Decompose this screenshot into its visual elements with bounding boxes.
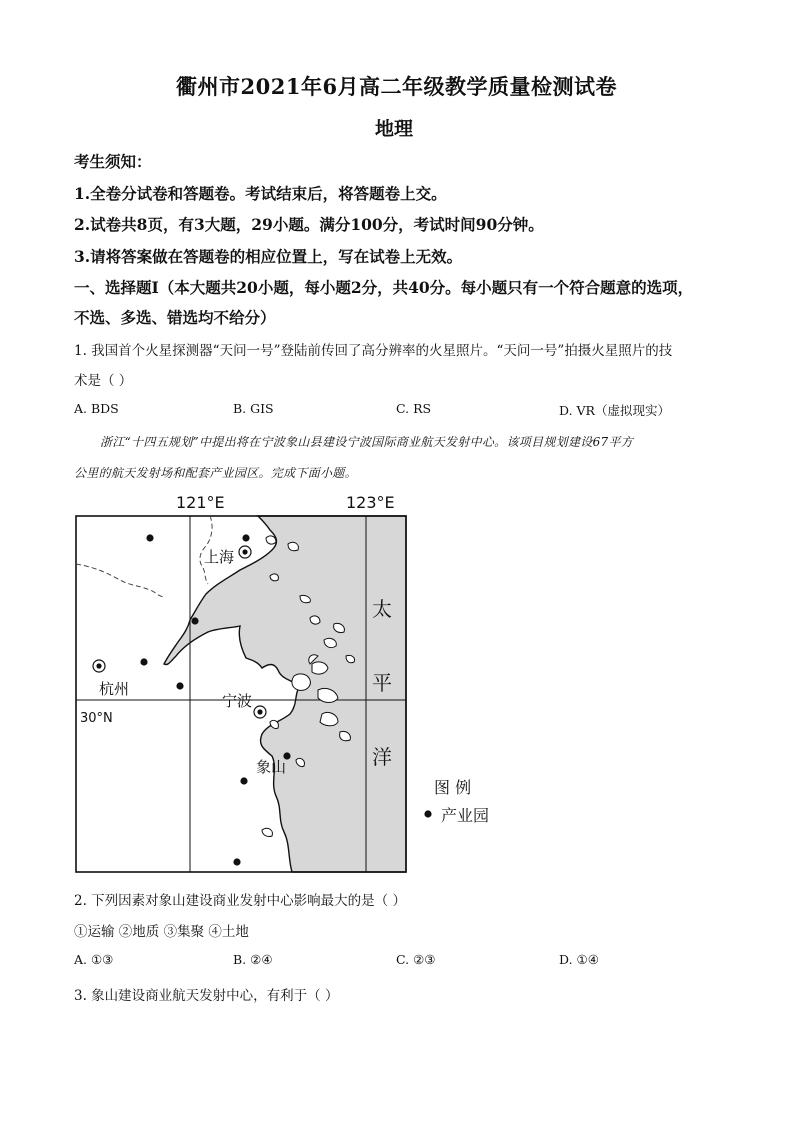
- question-2-factors: ①运输 ②地质 ③集聚 ④土地: [74, 924, 249, 940]
- subject-title: 地理: [375, 118, 414, 140]
- notice-heading: 考生须知：: [74, 152, 152, 171]
- ocean-label-char-1: 太: [372, 597, 392, 621]
- question-1-option-b: B. GIS: [233, 401, 274, 416]
- notice-item-3: 3.请将答案做在答题卷的相应位置上，写在试卷上无效。: [74, 247, 463, 266]
- section-heading-line-1: 一、选择题Ⅰ（本大题共20小题，每小题2分，共40分。每小题只有一个符合题意的选项，: [74, 278, 694, 297]
- notice-item-1: 1.全卷分试卷和答题卷。考试结束后，将答题卷上交。: [74, 184, 447, 203]
- question-2-stem: 2. 下列因素对象山建设商业发射中心影响最大的是（ ）: [74, 893, 406, 909]
- industrial-park-dot: [242, 534, 249, 541]
- question-1-option-c: C. RS: [396, 401, 432, 416]
- industrial-park-dot: [233, 858, 240, 865]
- page-title: 衢州市2021年6月高二年级教学质量检测试卷: [176, 74, 618, 99]
- question-2-option-b: B. ②④: [233, 952, 273, 967]
- question-1-option-d: D. VR（虚拟现实）: [559, 403, 670, 418]
- city-label-hangzhou: 杭州: [99, 680, 130, 698]
- longitude-label-123: 123°E: [346, 493, 395, 512]
- industrial-park-dot: [191, 617, 198, 624]
- industrial-park-dot: [140, 658, 147, 665]
- question-1-option-a: A. BDS: [74, 401, 119, 416]
- ocean-label-char-2: 平: [372, 671, 392, 695]
- legend-dot-icon: [424, 810, 431, 817]
- latitude-label-30n: 30°N: [80, 711, 113, 726]
- city-marker-ningbo: [254, 706, 266, 718]
- industrial-park-dot: [240, 777, 247, 784]
- question-2-option-c: C. ②③: [396, 952, 436, 967]
- city-label-shanghai: 上海: [204, 548, 235, 566]
- city-label-ningbo: 宁波: [222, 692, 253, 710]
- question-1-stem-line-2: 术是（ ）: [74, 373, 133, 389]
- longitude-label-121: 121°E: [176, 493, 225, 512]
- passage-line-2: 公里的航天发射场和配套产业园区。完成下面小题。: [74, 466, 357, 480]
- question-3-stem: 3. 象山建设商业航天发射中心，有利于（ ）: [74, 988, 339, 1004]
- legend-item-label: 产业园: [441, 806, 490, 825]
- passage-line-1: 浙江“十四五规划”中提出将在宁波象山县建设宁波国际商业航天发射中心。该项目规划建设67平方: [100, 435, 634, 449]
- region-map: [0, 486, 794, 906]
- question-2-option-d: D. ①④: [559, 952, 599, 967]
- industrial-park-dot: [176, 682, 183, 689]
- province-boundary: [76, 564, 164, 596]
- industrial-park-dot: [283, 752, 290, 759]
- industrial-park-dot: [146, 534, 153, 541]
- sea-area: [164, 516, 406, 872]
- city-marker-shanghai: [239, 546, 251, 558]
- question-2-option-a: A. ①③: [74, 952, 114, 967]
- section-heading-line-2: 不选、多选、错选均不给分）: [74, 308, 276, 327]
- ocean-label-char-3: 洋: [372, 745, 392, 769]
- city-label-xiangshan: 象山: [256, 758, 287, 776]
- notice-item-2: 2.试卷共8页，有3大题，29小题。满分100分，考试时间90分钟。: [74, 215, 544, 234]
- question-1-stem-line-1: 1. 我国首个火星探测器“天问一号”登陆前传回了高分辨率的火星照片。“天问一号”拍摄火星照片的技: [74, 343, 673, 359]
- city-marker-hangzhou: [93, 660, 105, 672]
- legend-title: 图 例: [434, 778, 472, 797]
